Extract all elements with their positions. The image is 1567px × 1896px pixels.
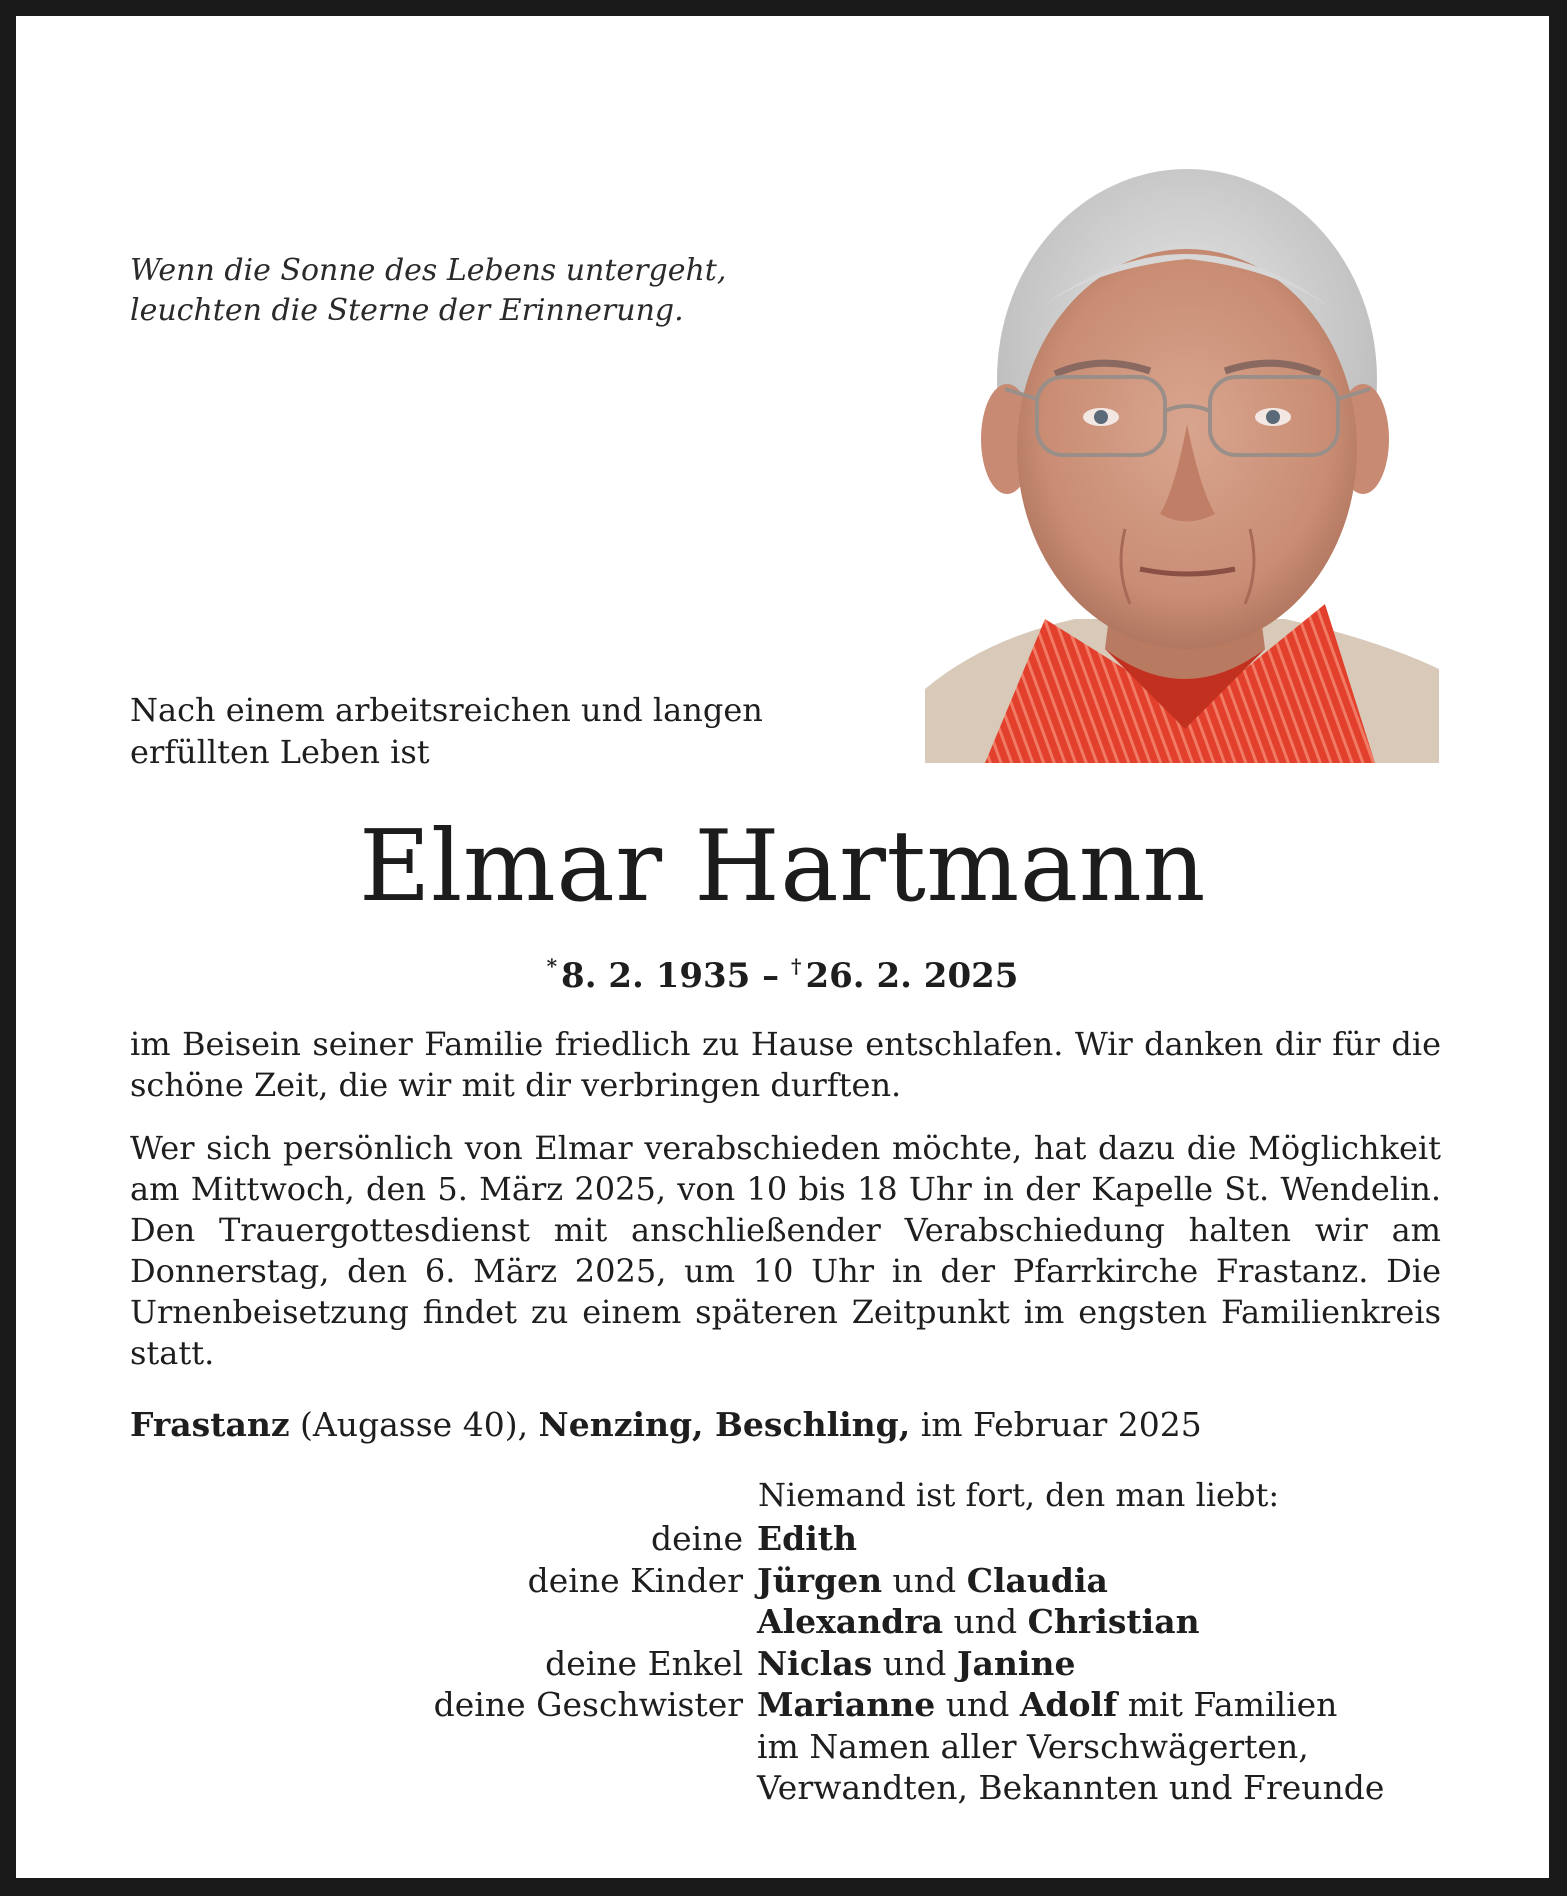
- portrait-photo-icon: [925, 149, 1439, 763]
- mourner-name: Alexandra: [757, 1602, 944, 1641]
- mourner-row: [130, 1726, 1441, 1768]
- mourners-list: [130, 1518, 1441, 1809]
- mourner-row: [130, 1601, 1441, 1643]
- quote-line-1: Wenn die Sonne des Lebens untergeht,: [130, 253, 727, 288]
- mourner-relation: [130, 1601, 757, 1643]
- mourner-closing-line: Verwandten, Bekannten und Freunde: [757, 1768, 1385, 1807]
- mourner-closing-line: im Namen aller Verschwägerten,: [757, 1726, 1309, 1766]
- mourner-row: [130, 1560, 1441, 1602]
- mourner-name: Edith: [757, 1519, 857, 1558]
- mourner-und: und: [882, 1560, 967, 1600]
- mourner-und: und: [943, 1602, 1028, 1641]
- mourner-row: [130, 1684, 1441, 1726]
- mourner-name: Adolf: [1019, 1685, 1118, 1724]
- memorial-quote: [130, 251, 930, 331]
- mourner-und: und: [872, 1643, 957, 1683]
- death-date: 26. 2. 2025: [805, 956, 1019, 996]
- mourner-row: [130, 1767, 1441, 1809]
- birth-date: 8. 2. 1935: [561, 956, 751, 996]
- place-town-2: Nenzing, Beschling,: [538, 1405, 911, 1444]
- portrait-photo: [925, 149, 1439, 763]
- place-town-1: Frastanz: [130, 1405, 290, 1444]
- life-dates: [16, 944, 1549, 998]
- motto: Niemand ist fort, den man liebt:: [758, 1476, 1280, 1514]
- paragraph-passing: im Beisein seiner Familie friedlich zu Hause entschlafen. Wir danken dir für die schöne Zeit, die wir mit dir verbringen durften.: [130, 1025, 1441, 1104]
- mourner-name: Niclas: [757, 1643, 873, 1683]
- mourner-relation: deine Kinder: [527, 1560, 743, 1600]
- mourner-suffix: mit Familien: [1117, 1685, 1338, 1724]
- place-date: im Februar 2025: [910, 1405, 1202, 1444]
- birth-symbol: *: [546, 954, 558, 978]
- mourner-relation: deine Geschwister: [433, 1685, 743, 1724]
- mourner-row: [130, 1643, 1441, 1685]
- intro-text: [130, 689, 930, 773]
- mourner-row: [130, 1518, 1441, 1560]
- mourner-name: Janine: [956, 1643, 1076, 1683]
- quote-line-2: leuchten die Sterne der Erinnerung.: [130, 293, 684, 328]
- mourner-relation: deine Enkel: [545, 1643, 743, 1683]
- mourner-und: und: [935, 1685, 1020, 1724]
- place-and-date: [130, 1404, 1202, 1446]
- mourner-name: Claudia: [966, 1560, 1108, 1600]
- mourner-name: Christian: [1027, 1602, 1200, 1641]
- date-separator: –: [750, 956, 792, 996]
- death-symbol: †: [791, 954, 802, 978]
- obituary-page: [16, 16, 1549, 1878]
- mourner-name: Jürgen: [757, 1560, 883, 1600]
- deceased-name: Elmar Hartmann: [359, 810, 1206, 924]
- paragraph-service: Wer sich persönlich von Elmar verabschieden möchte, hat dazu die Möglichkeit am Mittwoch, den 5. März 2025, von 10 bis 18 Uhr in der Kapelle St. Wendelin. Den Trauergottesdienst mit anschließender Verabschiedung halten wir am Donnerstag, den 6. März 2025, um 10 Uhr in der Pfarrkirche Frastanz. Die Urnenbeisetzung findet zu einem späteren Zeitpunkt im engsten Familienkreis statt.: [130, 1129, 1441, 1372]
- mourner-relation: deine: [651, 1519, 743, 1558]
- intro-line-1: Nach einem arbeitsreichen und langen: [130, 691, 763, 729]
- intro-line-2: erfüllten Leben ist: [130, 733, 430, 771]
- place-address: (Augasse 40),: [289, 1405, 539, 1444]
- mourner-name: Marianne: [757, 1685, 936, 1724]
